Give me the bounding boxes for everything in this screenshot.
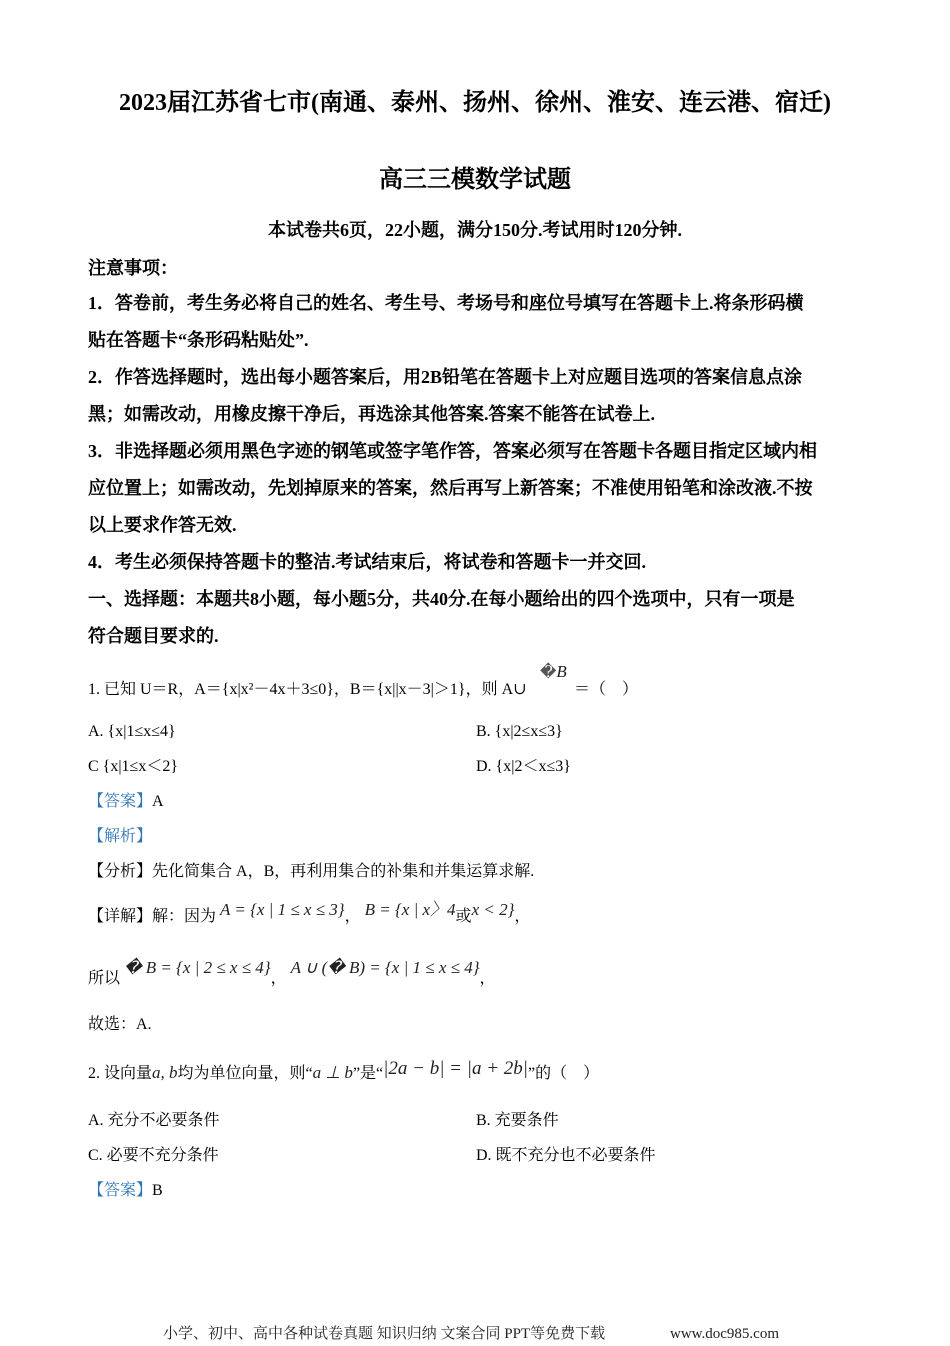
question-1-stem — [88, 678, 527, 702]
q1-answer — [88, 790, 164, 814]
note-line: 4．考生必须保持答题卡的整洁.考试结束后，将试卷和答题卡一并交回. — [88, 552, 646, 572]
q1-option-a: A. {x|1≤x≤4} — [88, 723, 176, 740]
detail-prefix: 解：因为 — [152, 908, 217, 925]
note-line: 1．答卷前，考生务必将自己的姓名、考生号、考场号和座位号填写在答题卡上.将条形码横 — [88, 293, 804, 313]
q1-stem-end: ＝（ ） — [574, 681, 639, 698]
notes-heading: 注意事项： — [88, 258, 178, 278]
note-line: 贴在答题卡“条形码粘贴处”. — [88, 330, 309, 350]
so-math-2: A ∪ (� B) = {x | 1 ≤ x ≤ 4} — [290, 958, 480, 977]
q2-perp: a ⊥ b — [312, 1063, 353, 1082]
q1-stem-text: 1. 已知 U＝R，A＝{x|x²－4x＋3≤0}，B＝{x||x－3|＞1}，则 A∪ — [88, 681, 527, 698]
answer-value: A — [152, 793, 164, 810]
so-prefix: 所以 — [88, 970, 121, 987]
q1-fenxi — [88, 860, 534, 884]
note-line: 以上要求作答无效. — [88, 515, 237, 535]
q2-option-d: D. 既不充分也不必要条件 — [476, 1147, 656, 1164]
q2-vars: a, b — [152, 1063, 178, 1082]
section-heading: 一、选择题：本题共8小题，每小题5分，共40分.在每小题给出的四个选项中，只有一项是 — [88, 589, 795, 609]
detail-tag: 【详解】 — [88, 908, 153, 925]
q2-option-b: B. 充要条件 — [476, 1112, 559, 1129]
note-line: 2．作答选择题时，选出每小题答案后，用2B铅笔在答题卡上对应题目选项的答案信息点涂 — [88, 367, 803, 387]
note-line: 应位置上；如需改动，先划掉原来的答案，然后再写上新答案；不准使用铅笔和涂改液.不按 — [88, 478, 813, 498]
q2-option-c: C. 必要不充分条件 — [88, 1147, 219, 1164]
q1-choose: 故选：A. — [88, 1016, 152, 1033]
q1-option-b: B. {x|2≤x≤3} — [476, 723, 563, 740]
page-title: 2023届江苏省七市(南通、泰州、扬州、徐州、淮安、连云港、宿迁) — [119, 90, 831, 116]
detail-end: ， — [514, 908, 531, 925]
detail-or: 或 — [455, 908, 472, 925]
answer-tag: 【答案】 — [88, 1182, 153, 1199]
answer-value: B — [152, 1182, 163, 1199]
q2-end: ”的（ ） — [528, 1065, 600, 1082]
answer-tag: 【答案】 — [88, 793, 153, 810]
fenxi-tag: 【分析】 — [88, 863, 153, 880]
detail-math-b: B = {x | x〉4 — [364, 900, 456, 919]
q2-option-a: A. 充分不必要条件 — [88, 1112, 220, 1129]
q2-answer — [88, 1179, 163, 1203]
q2-mid: 均为单位向量，则“ — [177, 1065, 313, 1082]
q2-condition: |2a − b| = |a + 2b| — [383, 1058, 529, 1079]
page-subtitle: 高三三模数学试题 — [379, 167, 571, 193]
detail-math-c: x < 2} — [471, 900, 515, 919]
q2-mid2: ”是“ — [352, 1065, 384, 1082]
detail-math-a: A = {x | 1 ≤ x ≤ 3} — [220, 900, 345, 919]
detail-sep: ， — [344, 908, 361, 925]
section-heading-cont: 符合题目要求的. — [88, 626, 219, 646]
q1-so: 所以 � B = {x | 2 ≤ x ≤ 4}， A ∪ (� B) = {x | 1 ≤ x ≤ 4}， — [88, 958, 496, 987]
note-line: 黑；如需改动，用橡皮擦干净后，再选涂其他答案.答案不能答在试卷上. — [88, 404, 655, 424]
footer-text: 小学、初中、高中各种试卷真题 知识归纳 文案合同 PPT等免费下载 — [163, 1326, 606, 1342]
footer-url[interactable]: www.doc985.com — [670, 1326, 780, 1342]
note-line: 3．非选择题必须用黑色字迹的钢笔或签字笔作答，答案必须写在答题卡各题目指定区域内相 — [88, 441, 817, 461]
complement-glyph: � — [540, 664, 557, 681]
q1-option-d: D. {x|2＜x≤3} — [476, 758, 571, 775]
q2-pre: 2. 设向量 — [88, 1065, 153, 1082]
analysis-tag: 【解析】 — [88, 828, 153, 845]
q1-detail — [88, 900, 531, 929]
complement-symbol — [540, 660, 567, 685]
exam-info: 本试卷共6页，22小题，满分150分.考试用时120分钟. — [268, 220, 682, 240]
question-2-stem — [88, 1058, 600, 1086]
complement-set: B — [556, 662, 567, 681]
q1-option-c: C {x|1≤x＜2} — [88, 758, 179, 775]
fenxi-text: 先化简集合 A，B，再利用集合的补集和并集运算求解. — [152, 863, 535, 880]
so-math-1: � B = {x | 2 ≤ x ≤ 4} — [124, 958, 271, 977]
